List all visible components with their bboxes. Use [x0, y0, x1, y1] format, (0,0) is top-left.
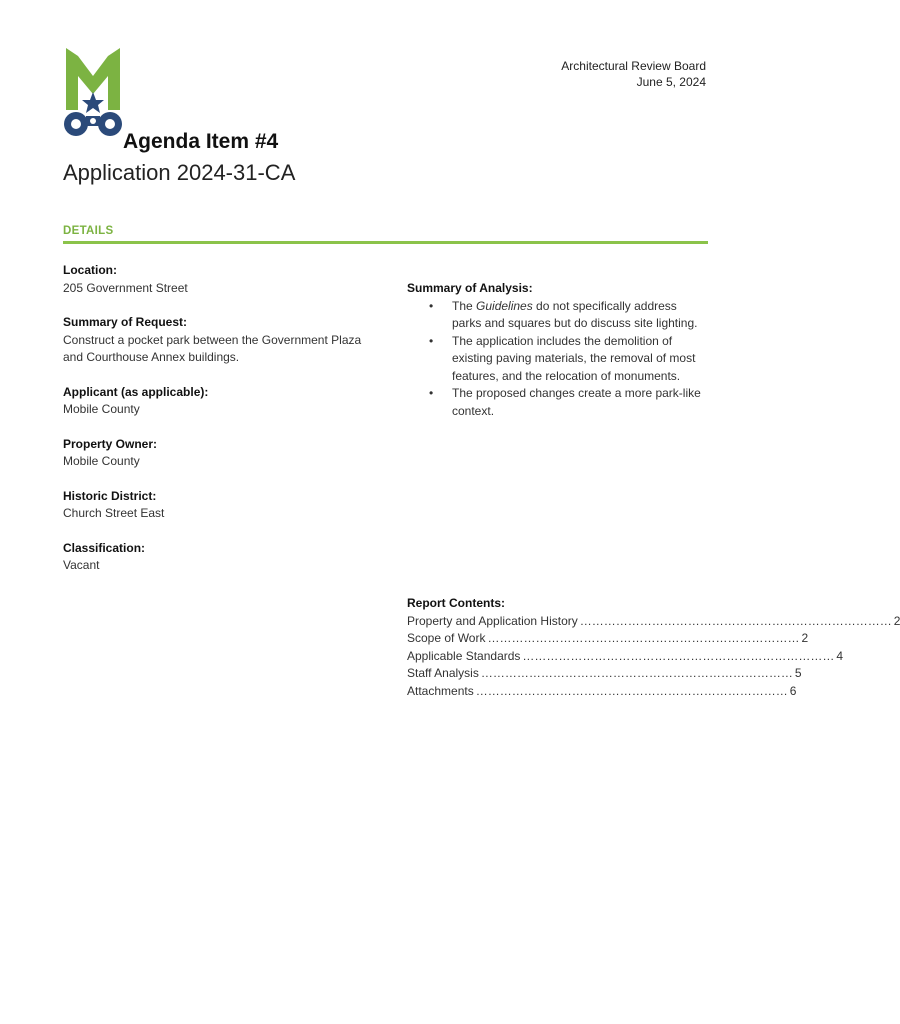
- document-header: [561, 58, 706, 90]
- agenda-title: Agenda Item #4: [123, 130, 279, 153]
- field-value: Church Street East: [63, 506, 165, 520]
- field-value: Construct a pocket park between the Government Plaza and Courthouse Annex buildings.: [63, 332, 362, 364]
- list-item: • The Guidelines do not specifically address parks and squares but do discuss site lighting.: [429, 298, 698, 330]
- application-number: Application 2024-31-CA: [63, 160, 296, 185]
- owner-field: [63, 436, 383, 471]
- board-name: Architectural Review Board: [561, 59, 706, 73]
- request-field: [63, 314, 383, 367]
- section-label: DETAILS: [63, 225, 114, 237]
- location-field: [63, 262, 383, 297]
- toc-entry: Property and Application History …………………………………………………………………… 2: [407, 613, 900, 628]
- meeting-date: June 5, 2024: [636, 75, 706, 89]
- applicant-field: [63, 384, 383, 419]
- field-label: Classification:: [63, 540, 146, 555]
- analysis-column: [407, 280, 707, 420]
- bullet-icon: •: [429, 333, 434, 348]
- report-contents: [407, 595, 900, 700]
- toc-entry: Attachments …………………………………………………………………… 6: [407, 683, 797, 698]
- field-value: Vacant: [63, 558, 100, 572]
- field-value: 205 Government Street: [63, 280, 188, 295]
- bullet-icon: •: [429, 298, 434, 313]
- list-item: • The application includes the demolition of existing paving materials, the removal of most features, and the relocation of monuments.: [429, 333, 696, 383]
- report-contents-label: Report Contents:: [407, 596, 505, 610]
- field-value: Mobile County: [63, 402, 140, 416]
- field-label: Location:: [63, 263, 117, 277]
- toc-entry: Applicable Standards …………………………………………………………………… 4: [407, 648, 844, 663]
- analysis-list: [407, 298, 707, 421]
- toc-entry: Scope of Work …………………………………………………………………… 2: [407, 631, 809, 645]
- bullet-icon: •: [429, 386, 434, 400]
- city-logo: [62, 48, 124, 138]
- classification-field: [63, 540, 383, 575]
- field-label: Summary of Request:: [63, 315, 188, 329]
- field-value: Mobile County: [63, 454, 140, 468]
- analysis-label: Summary of Analysis:: [407, 281, 533, 295]
- field-label: Historic District:: [63, 488, 157, 503]
- field-label: Property Owner:: [63, 436, 158, 451]
- details-column: [63, 262, 383, 592]
- toc-entry: Staff Analysis …………………………………………………………………… 5: [407, 666, 802, 680]
- district-field: [63, 488, 383, 523]
- section-divider: [63, 241, 708, 244]
- list-item: • The proposed changes create a more park-like context.: [429, 386, 701, 418]
- field-label: Applicant (as applicable):: [63, 384, 209, 399]
